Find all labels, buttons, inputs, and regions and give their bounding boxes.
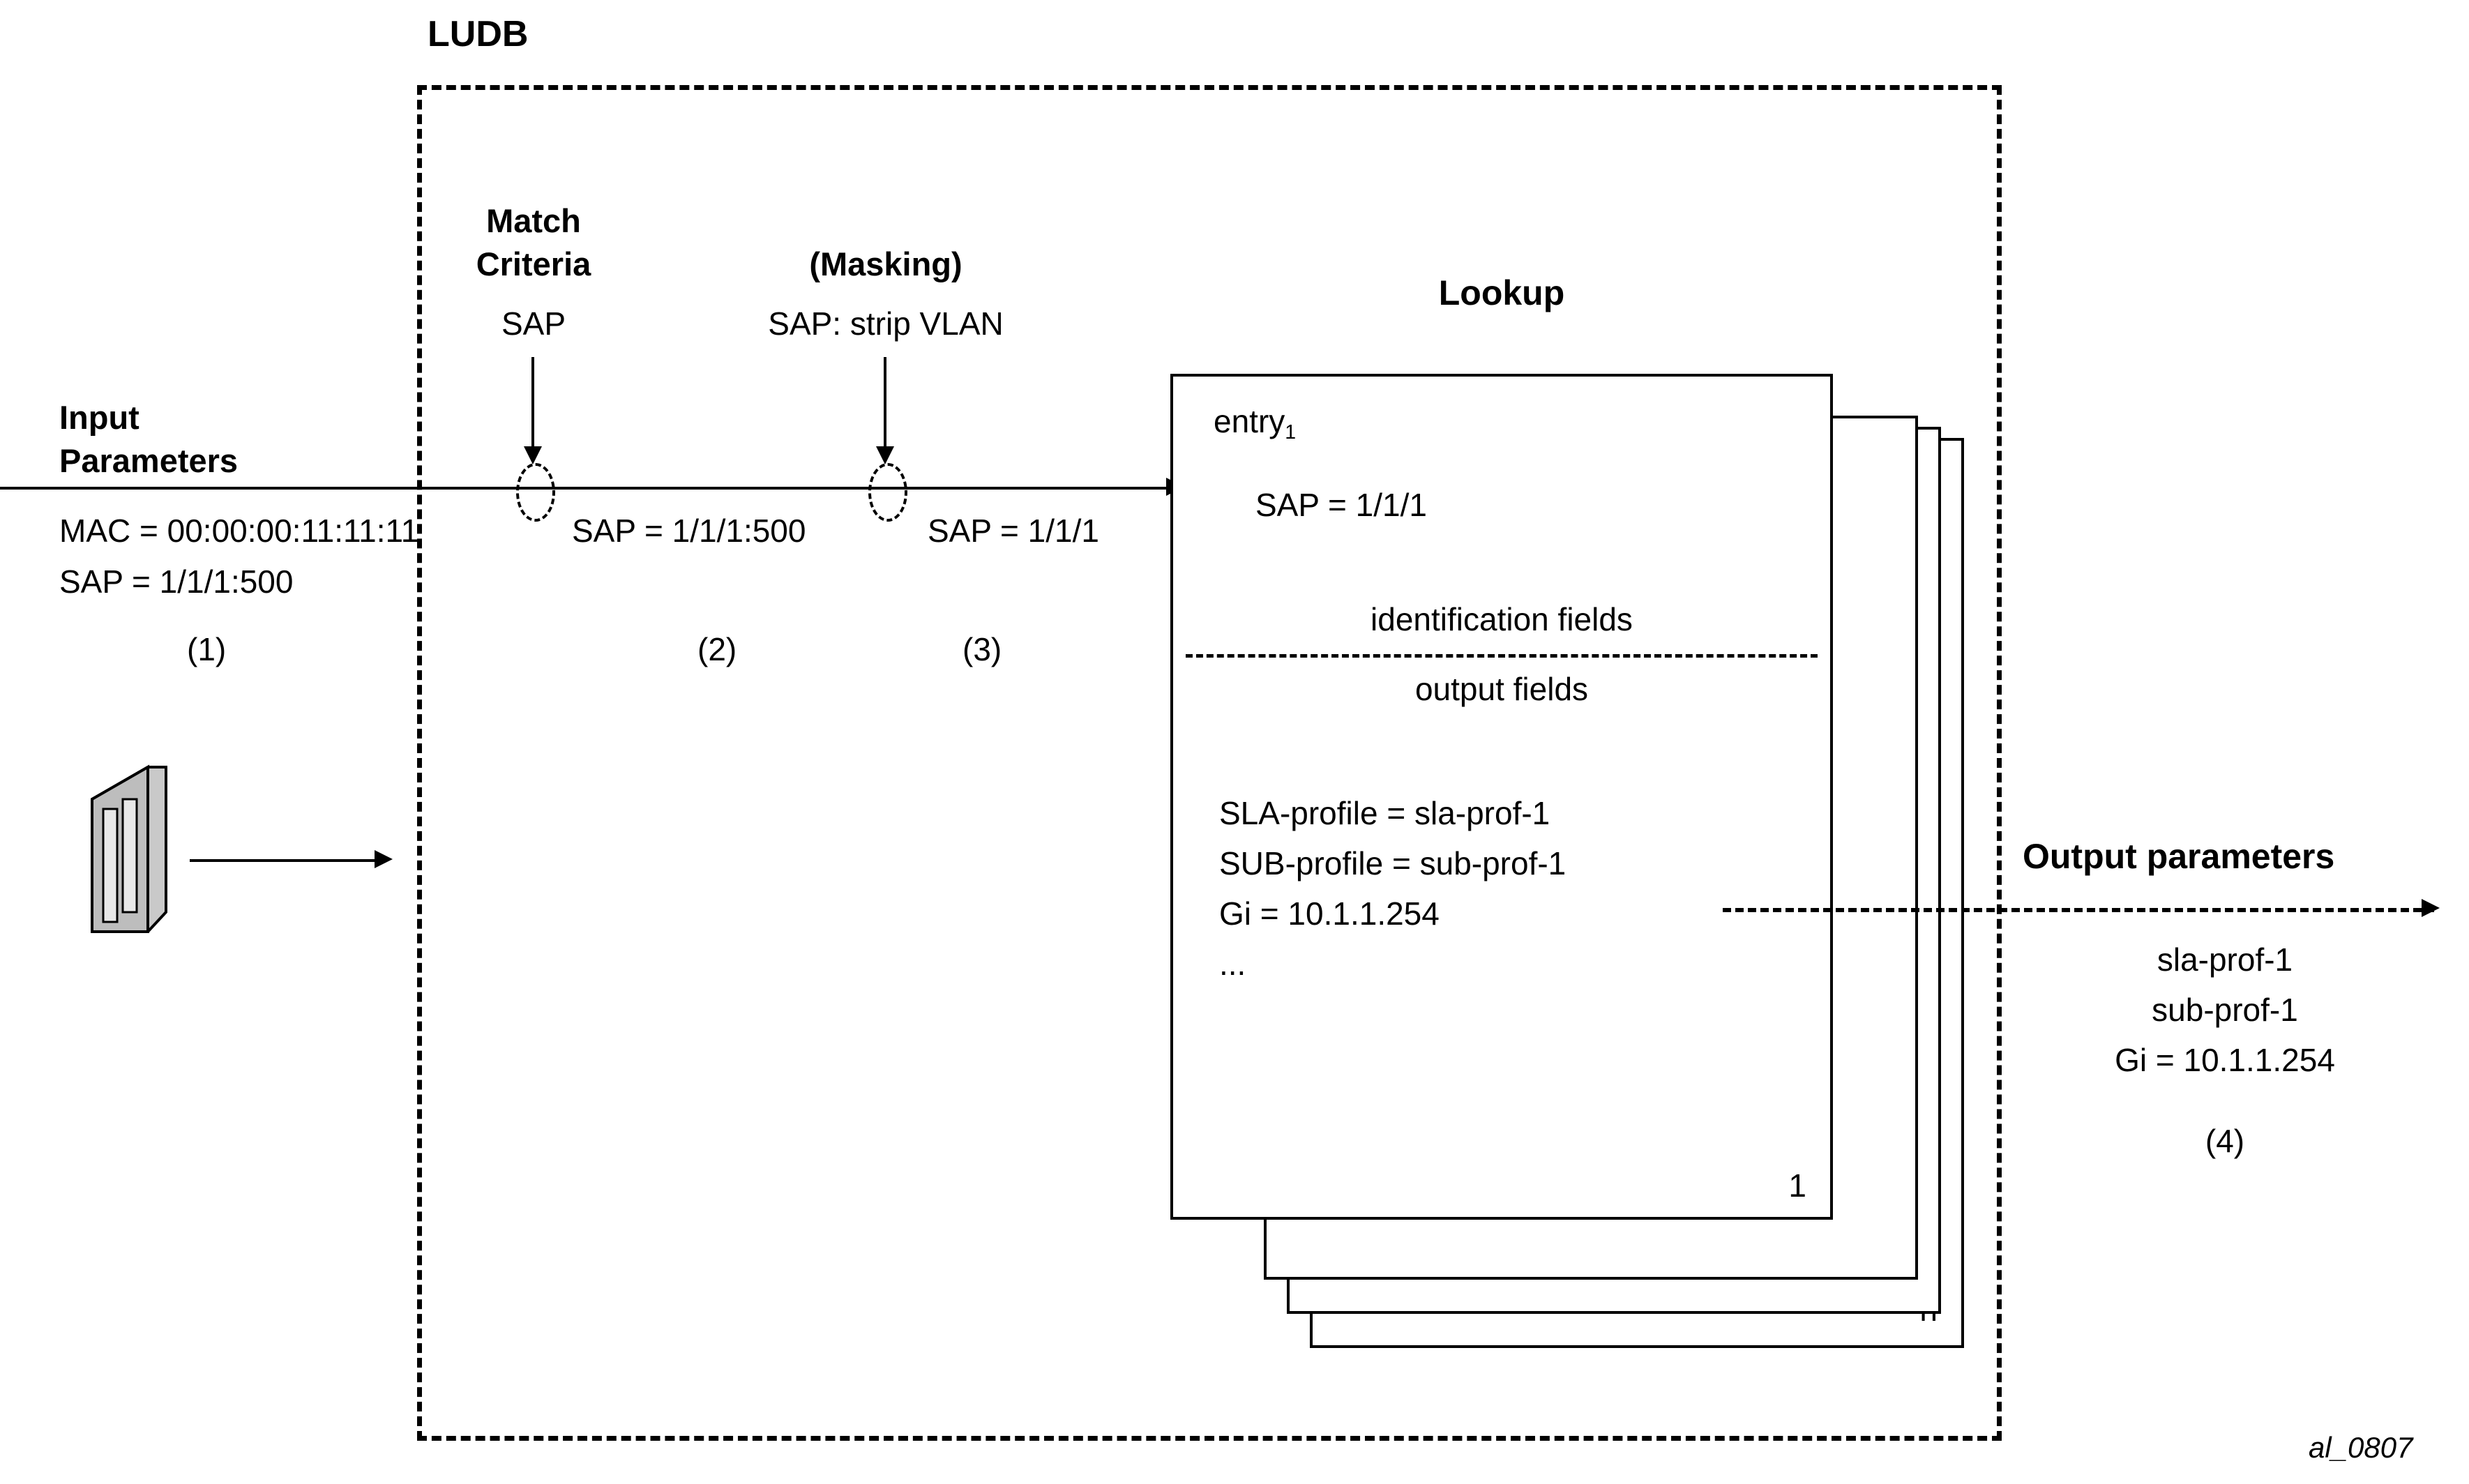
match-criteria-node-ellipse <box>516 463 555 522</box>
masking-arrowhead <box>876 446 894 464</box>
lookup-entry-label <box>1214 403 1297 444</box>
input-sap-value: SAP = 1/1/1:500 <box>59 563 294 600</box>
lookup-field-sla-profile: SLA-profile = sla-prof-1 <box>1219 795 1550 831</box>
lookup-field-gi: Gi = 10.1.1.254 <box>1219 895 1440 932</box>
masking-sublabel: SAP: strip VLAN <box>768 305 1004 342</box>
lookup-entry-label-text: entry <box>1214 403 1285 439</box>
masking-value: SAP = 1/1/1 <box>928 513 1099 549</box>
step-1-label: (1) <box>187 631 227 667</box>
flow-line <box>0 487 1186 490</box>
input-parameters-heading-line2: Parameters <box>59 442 239 479</box>
lookup-heading: Lookup <box>1438 273 1565 312</box>
ludb-title: LUDB <box>428 14 529 54</box>
masking-node-ellipse <box>868 463 907 522</box>
lookup-output-fields-label: output fields <box>1414 671 1589 707</box>
step-3-label: (3) <box>962 631 1002 667</box>
lookup-card-divider <box>1186 654 1818 658</box>
output-line-sub-prof: sub-prof-1 <box>2152 992 2298 1028</box>
output-line-sla-prof: sla-prof-1 <box>2157 941 2293 978</box>
device-to-ludb-line <box>190 859 377 862</box>
match-criteria-arrow-line <box>531 357 534 452</box>
lookup-entry-index: 1 <box>1285 421 1297 444</box>
masking-arrow-line <box>884 357 886 452</box>
device-to-ludb-arrowhead <box>375 850 393 868</box>
output-line-gi: Gi = 10.1.1.254 <box>2115 1042 2335 1078</box>
match-criteria-sublabel: SAP <box>501 305 566 342</box>
lookup-identification-fields-label: identification fields <box>1371 601 1633 637</box>
device-icon <box>84 759 174 947</box>
masking-heading: (Masking) <box>809 245 962 282</box>
lookup-field-ellipsis: ... <box>1219 946 1246 982</box>
match-criteria-heading-line1: Match <box>486 202 581 239</box>
match-criteria-value: SAP = 1/1/1:500 <box>572 513 806 549</box>
input-mac-value: MAC = 00:00:00:11:11:11 <box>59 513 419 549</box>
match-criteria-arrowhead <box>524 446 542 464</box>
step-2-label: (2) <box>697 631 737 667</box>
lookup-card-1-number: 1 <box>1788 1167 1806 1204</box>
match-criteria-heading-line2: Criteria <box>476 245 591 282</box>
output-dashed-line <box>1723 908 2434 912</box>
lookup-field-sub-profile: SUB-profile = sub-prof-1 <box>1219 845 1566 881</box>
output-arrowhead <box>2422 899 2440 917</box>
figure-id: al_0807 <box>2309 1431 2413 1464</box>
step-4-label: (4) <box>2205 1123 2245 1159</box>
lookup-entry-key: SAP = 1/1/1 <box>1255 487 1427 523</box>
output-parameters-heading: Output parameters <box>2023 837 2335 876</box>
input-parameters-heading-line1: Input <box>59 399 139 436</box>
